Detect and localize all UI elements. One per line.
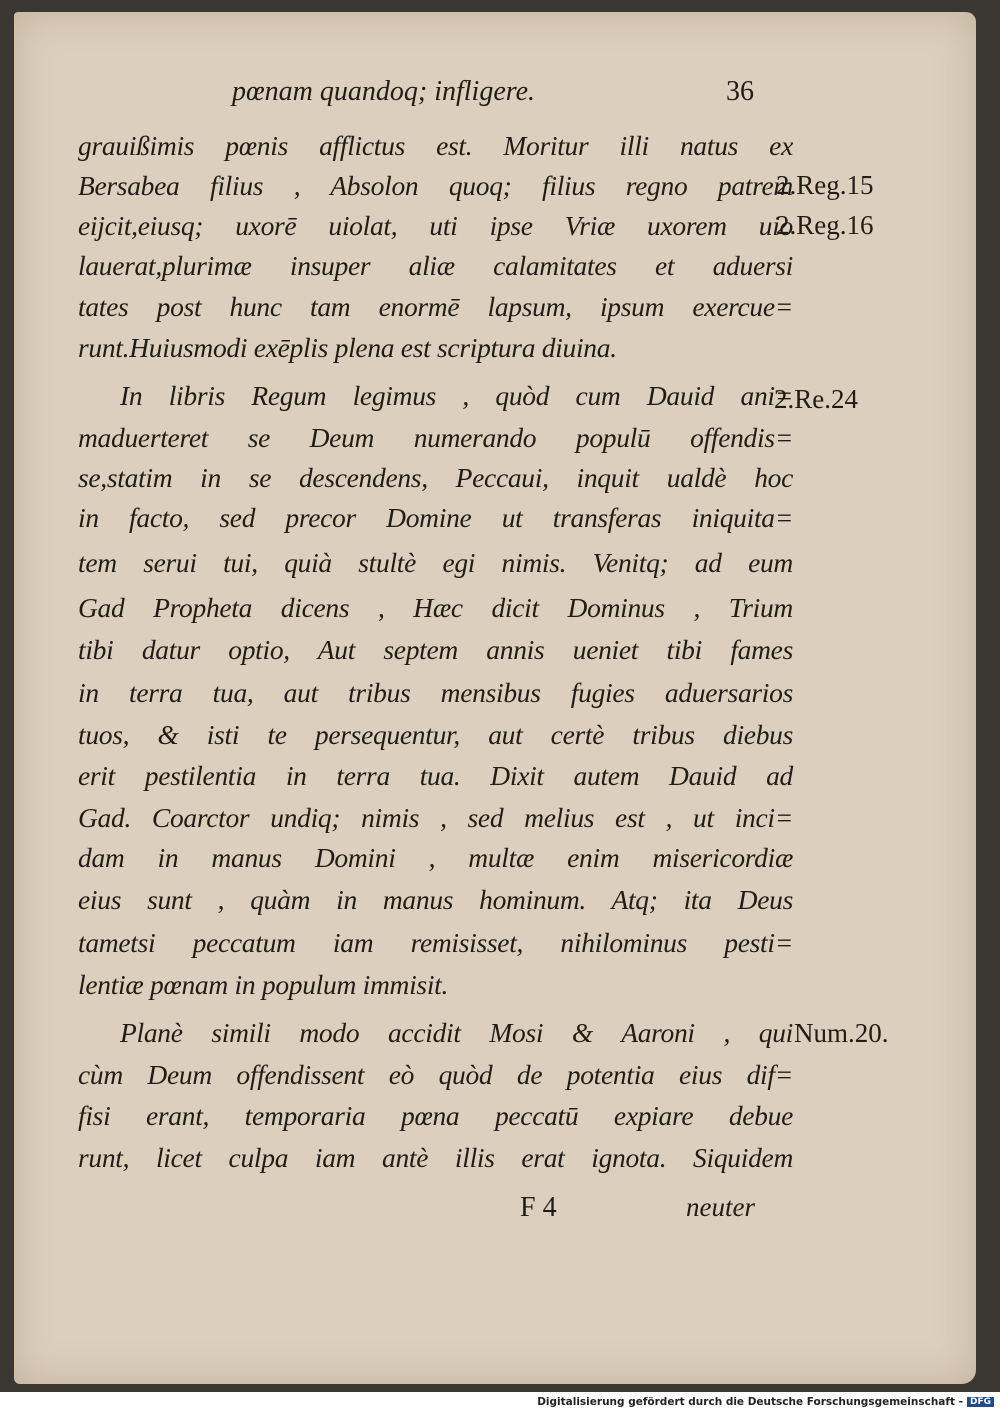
text-line: in facto, sed precor Domine ut transferas iniquita= [78, 502, 793, 533]
text-line: runt, licet culpa iam antè illis erat ignota. Siquidem [78, 1142, 793, 1173]
text-line: tuos, & isti te persequentur, aut certè tribus diebus [78, 719, 793, 750]
text-line: se,statim in se descendens, Peccaui, inquit ualdè hoc [78, 462, 793, 493]
text-line: grauißimis pœnis afflictus est. Moritur illi natus ex [78, 130, 793, 161]
signature-mark: F 4 [520, 1192, 557, 1223]
text-line: tibi datur optio, Aut septem annis ueniet tibi fames [78, 634, 793, 665]
text-line: lentiæ pœnam in populum immisit. [78, 969, 449, 1000]
margin-note: 2.Reg.15 [776, 170, 874, 200]
text-line: in terra tua, aut tribus mensibus fugies aduersarios [78, 677, 793, 708]
margin-note: Num.20. [794, 1018, 889, 1048]
text-line: Planè simili modo accidit Mosi & Aaroni , qui [120, 1017, 793, 1048]
margin-note: 2.Reg.16 [776, 210, 874, 240]
text-line: In libris Regum legimus , quòd cum Dauid ani= [120, 380, 793, 411]
text-line: eius sunt , quàm in manus hominum. Atq; ita Deus [78, 884, 793, 915]
text-line: Bersabea filius , Absolon quoq; filius regno patrem [78, 170, 793, 201]
text-line: eijcit,eiusq; uxorē uiolat, uti ipse Vriæ uxorem uio [78, 210, 793, 241]
text-line: fisi erant, temporaria pœna peccatū expiare debue [78, 1100, 793, 1131]
dfg-logo: DFG [967, 1397, 994, 1407]
text-line: Gad. Coarctor undiq; nimis , sed melius est , ut inci= [78, 802, 793, 833]
text-line: tem serui tui, quià stultè egi nimis. Venitq; ad eum [78, 547, 793, 578]
running-title: pœnam quandoq; infligere. [232, 76, 536, 107]
text-line: Gad Propheta dicens , Hæc dicit Dominus , Trium [78, 592, 793, 623]
footer-credit-text: Digitalisierung gefördert durch die Deutsche Forschungsgemeinschaft - [537, 1396, 963, 1408]
text-line: cùm Deum offendissent eò quòd de potentia eius dif= [78, 1059, 793, 1090]
margin-note: 2.Re.24 [774, 384, 858, 414]
text-line: tates post hunc tam enormē lapsum, ipsum exercue= [78, 291, 793, 322]
footer-credit [537, 1396, 994, 1408]
text-line: dam in manus Domini , multæ enim misericordiæ [78, 842, 793, 873]
text-line: erit pestilentia in terra tua. Dixit autem Dauid ad [78, 760, 793, 791]
text-line: runt.Huiusmodi exēplis plena est scriptura diuina. [78, 332, 617, 363]
text-line: lauerat,plurimæ insuper aliæ calamitates et aduersi [78, 250, 793, 281]
text-line: maduerteret se Deum numerando populū offendis= [78, 422, 793, 453]
catchword: neuter [686, 1192, 755, 1222]
text-line: tametsi peccatum iam remisisset, nihilominus pesti= [78, 927, 793, 958]
page-number: 36 [726, 76, 754, 107]
